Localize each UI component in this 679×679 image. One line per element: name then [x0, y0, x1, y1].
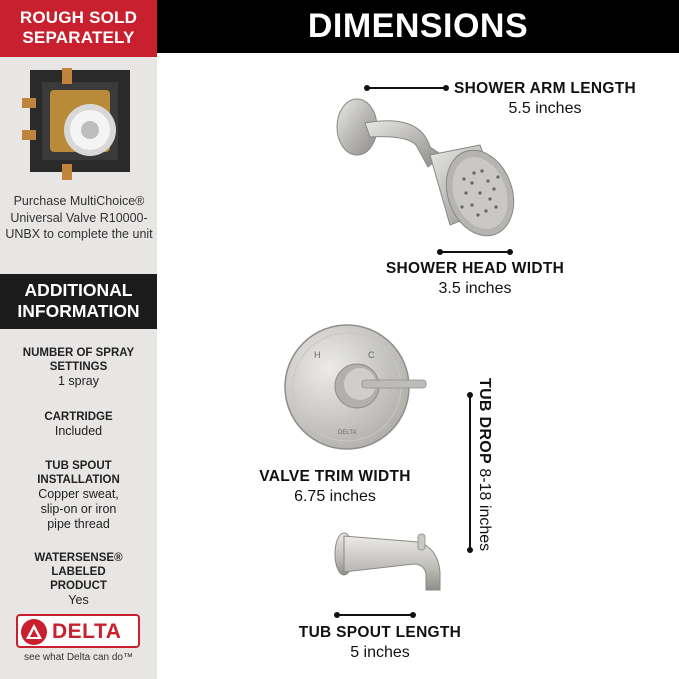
- rough-in-valve-image: [22, 68, 137, 180]
- additional-information-banner: ADDITIONAL INFORMATION: [0, 274, 157, 329]
- rough-sold-separately-banner: ROUGH SOLD SEPARATELY: [0, 0, 157, 57]
- info-value: 1 spray: [58, 374, 99, 388]
- valve-trim-image: [282, 322, 432, 452]
- info-tub-spout-installation: [0, 459, 157, 532]
- tub-spout-title: TUB SPOUT LENGTH: [298, 624, 462, 641]
- purchase-note: Purchase MultiChoice® Universal Valve R10000-UNBX to complete the unit: [5, 194, 153, 241]
- valve-hot-mark: H: [314, 350, 321, 360]
- shower-arm-dimension-line: [367, 87, 447, 89]
- tub-drop-title: TUB DROP: [476, 378, 493, 464]
- tub-spout-line-end: [410, 612, 416, 618]
- info-label: WATERSENSE® LABELED PRODUCT: [34, 552, 123, 592]
- valve-brand-mark: DELTA: [338, 430, 357, 436]
- tub-spout-image: [330, 530, 445, 598]
- delta-triangle-icon: [21, 619, 47, 645]
- info-value: Copper sweat, slip-on or iron pipe thread: [38, 487, 119, 531]
- valve-trim-value: 6.75 inches: [294, 488, 376, 505]
- shower-arm-line-end: [443, 85, 449, 91]
- shower-head-image: [330, 95, 520, 240]
- info-value: Yes: [68, 593, 89, 607]
- shower-head-line-end: [507, 249, 513, 255]
- info-watersense: [0, 551, 157, 608]
- tub-spout-dimension-line: [337, 614, 413, 616]
- tub-drop-dimension-line: [469, 395, 471, 550]
- shower-head-dimension-line: [440, 251, 510, 253]
- delta-logo: [16, 614, 140, 648]
- tub-drop-label: [475, 378, 493, 551]
- info-label: NUMBER OF SPRAY SETTINGS: [22, 347, 135, 373]
- page-title: DIMENSIONS: [157, 0, 679, 53]
- delta-logo-text: DELTA: [52, 620, 122, 643]
- tub-drop-value: 8-18 inches: [476, 468, 493, 552]
- shower-arm-value: 5.5 inches: [508, 100, 582, 117]
- info-label: CARTRIDGE: [44, 411, 113, 423]
- shower-head-title: SHOWER HEAD WIDTH: [385, 260, 565, 277]
- valve-cold-mark: C: [368, 350, 375, 360]
- tub-drop-line-end: [467, 547, 473, 553]
- tagline: see what Delta can do™: [24, 652, 133, 663]
- shower-head-value: 3.5 inches: [438, 280, 512, 297]
- info-label: TUB SPOUT INSTALLATION: [37, 460, 120, 486]
- tub-spout-label: [280, 624, 480, 662]
- shower-arm-title: SHOWER ARM LENGTH: [454, 80, 636, 97]
- valve-trim-label: [245, 468, 425, 506]
- info-cartridge: [0, 410, 157, 439]
- shower-head-label: [370, 260, 580, 298]
- info-value: Included: [54, 424, 103, 438]
- info-spray-settings: [0, 346, 157, 389]
- valve-trim-title: VALVE TRIM WIDTH: [259, 468, 411, 485]
- tub-spout-value: 5 inches: [350, 644, 410, 661]
- sidebar: [0, 0, 157, 679]
